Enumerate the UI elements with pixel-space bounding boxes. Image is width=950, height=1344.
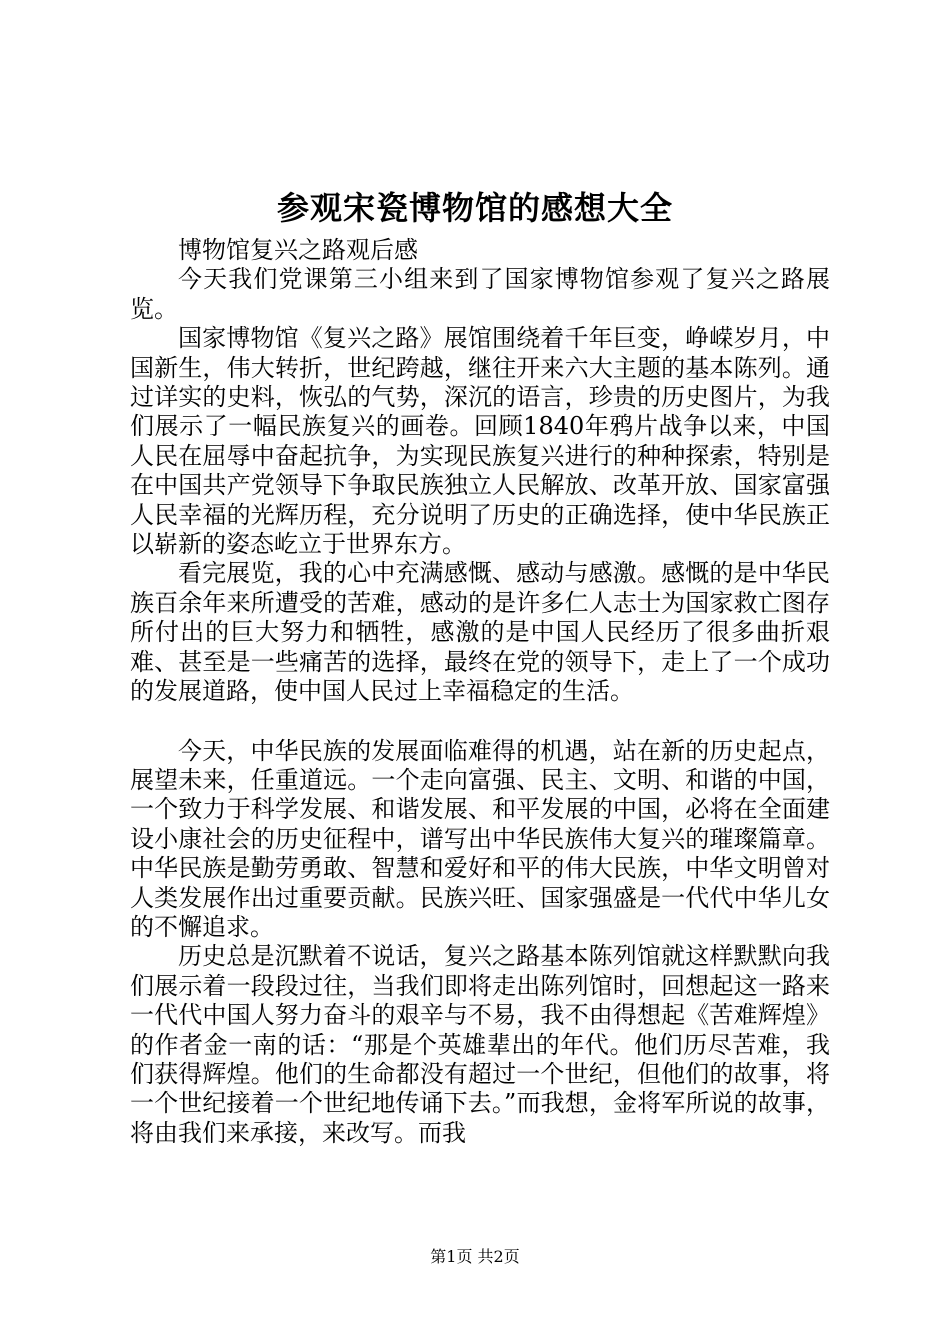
body-paragraph: 国家博物馆《复兴之路》展馆围绕着千年巨变，峥嵘岁月，中国新生，伟大转折，世纪跨越，继往开来六大主题的基本陈列。通过详实的史料，恢弘的气势，深沉的语言，珍贵的历史图片，为我们展示了一幅民族复兴的画卷。回顾1840年鸦片战争以来，中国人民在屈辱中奋起抗争，为实现民族复兴进行的种种探索，特别是在中国共产党领导下争取民族独立人民解放、改革开放、国家富强人民幸福的光辉历程，充分说明了历史的正确选择，使中华民族正以崭新的姿态屹立于世界东方。 bbox=[130, 324, 830, 559]
paragraph-gap bbox=[130, 707, 830, 737]
body-paragraph: 今天，中华民族的发展面临难得的机遇，站在新的历史起点，展望未来，任重道远。一个走向富强、民主、文明、和谐的中国，一个致力于科学发展、和谐发展、和平发展的中国，必将在全面建设小康社会的历史征程中，谱写出中华民族伟大复兴的璀璨篇章。中华民族是勤劳勇敢、智慧和爱好和平的伟大民族，中华文明曾对人类发展作出过重要贡献。民族兴旺、国家强盛是一代代中华儿女的不懈追求。 bbox=[130, 736, 830, 941]
page-number-footer: 第1页 共2页 bbox=[430, 1247, 520, 1266]
subtitle-paragraph: 博物馆复兴之路观后感 bbox=[178, 236, 418, 264]
body-paragraph: 历史总是沉默着不说话，复兴之路基本陈列馆就这样默默向我们展示着一段段过往，当我们即将走出陈列馆时，回想起这一路来一代代中国人努力奋斗的艰辛与不易，我不由得想起《苦难辉煌》的作者金一南的话：“那是个英雄辈出的年代。他们历尽苦难，我们获得辉煌。他们的生命都没有超过一个世纪，但他们的故事，将一个世纪接着一个世纪地传诵下去。”而我想，金将军所说的故事，将由我们来承接，来改写。而我 bbox=[130, 942, 830, 1147]
document-title: 参观宋瓷博物馆的感想大全 bbox=[276, 189, 673, 227]
document-body bbox=[130, 236, 830, 1148]
body-paragraph: 看完展览，我的心中充满感慨、感动与感激。感慨的是中华民族百余年来所遭受的苦难，感动的是许多仁人志士为国家救亡图存所付出的巨大努力和牺牲，感激的是中国人民经历了很多曲折艰难、甚至是一些痛苦的选择，最终在党的领导下，走上了一个成功的发展道路，使中国人民过上幸福稳定的生活。 bbox=[130, 559, 830, 706]
body-paragraph: 今天我们党课第三小组来到了国家博物馆参观了复兴之路展览。 bbox=[130, 265, 830, 323]
